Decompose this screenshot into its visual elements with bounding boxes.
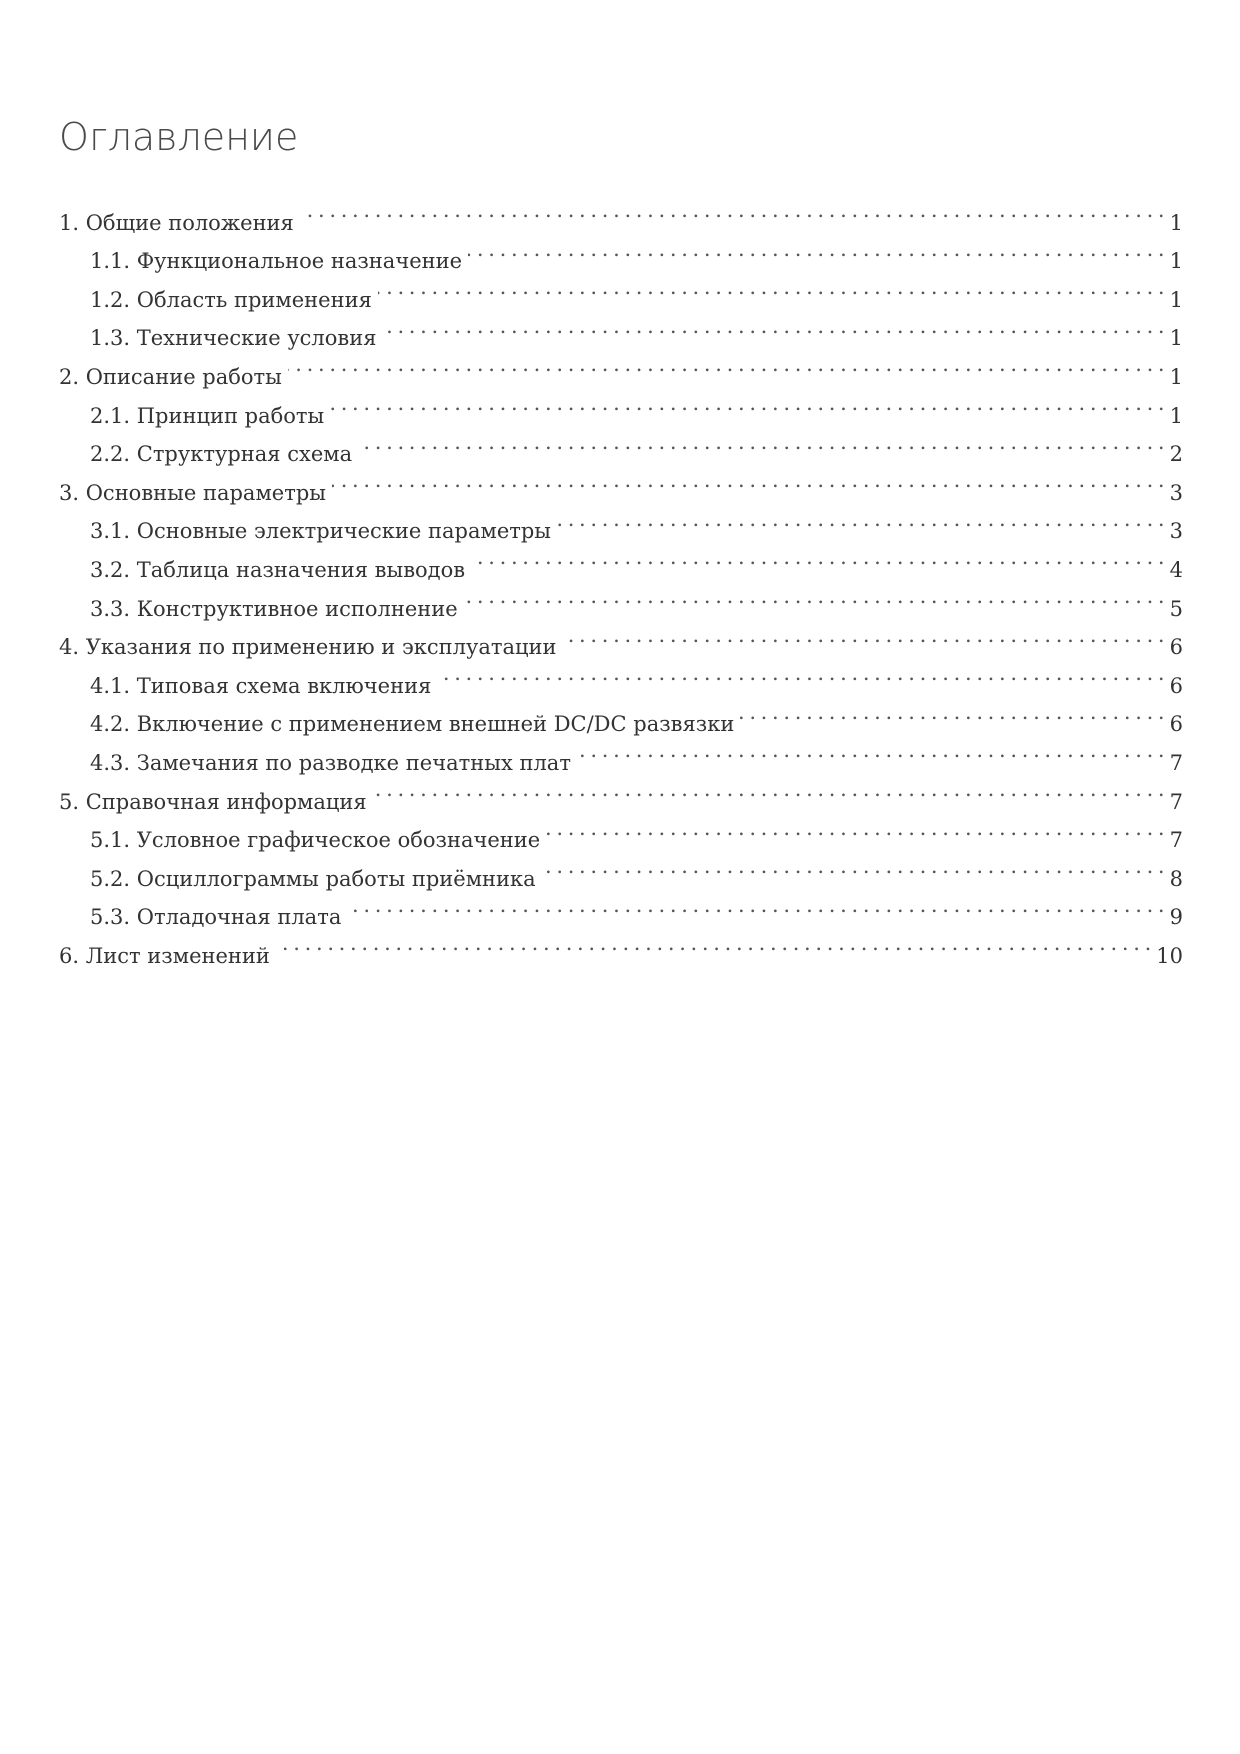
toc-entry-label: 3.2. Таблица назначения выводов	[90, 557, 466, 582]
toc-dot-leader	[437, 654, 1163, 693]
toc-entry-label: 3. Основные параметры	[59, 480, 326, 505]
toc-heading: Оглавление	[59, 115, 299, 159]
toc-entry-page-number: 7	[1169, 789, 1183, 814]
toc-entry-label: 3.1. Основные электрические параметры	[90, 519, 552, 544]
toc-entry-label: 4.3. Замечания по разводке печатных плат	[90, 750, 571, 775]
toc-dot-leader	[546, 809, 1163, 848]
toc-dot-leader	[300, 191, 1164, 230]
toc-entry-page-number: 7	[1169, 750, 1183, 775]
toc-entry-label: 4.2. Включение с применением внешней DC/DC развязки	[90, 712, 735, 737]
toc-entry[interactable]	[59, 191, 1183, 235]
toc-entry-page-number: 10	[1156, 943, 1183, 968]
toc-entry-page-number: 5	[1169, 596, 1183, 621]
toc-dot-leader	[740, 693, 1163, 732]
toc-dot-leader	[542, 847, 1164, 886]
toc-dot-leader	[373, 770, 1164, 809]
toc-entry-label: 6. Лист изменений	[59, 943, 270, 968]
toc-entry-page-number: 9	[1169, 905, 1183, 930]
toc-entry-page-number: 7	[1169, 828, 1183, 853]
toc-entry-label: 4. Указания по применению и эксплуатации	[59, 635, 557, 660]
toc-entry-label: 4.1. Типовая схема включения	[90, 673, 432, 698]
toc-entry-label: 2. Описание работы	[59, 364, 282, 389]
toc-entry-label: 1.3. Технические условия	[90, 326, 377, 351]
toc-dot-leader	[382, 307, 1163, 346]
toc-entry-label: 5.1. Условное графическое обозначение	[90, 828, 541, 853]
toc-entry-page-number: 1	[1169, 364, 1183, 389]
toc-dot-leader	[288, 345, 1164, 384]
toc-entry-label: 2.1. Принцип работы	[90, 403, 325, 428]
toc-dot-leader	[471, 538, 1164, 577]
toc-entry-page-number: 2	[1169, 442, 1183, 467]
toc-entry-page-number: 1	[1169, 210, 1183, 235]
toc-dot-leader	[332, 461, 1164, 500]
toc-entry-page-number: 6	[1169, 673, 1183, 698]
toc-dot-leader	[562, 616, 1163, 655]
toc-dot-leader	[378, 268, 1164, 307]
toc-entry-label: 2.2. Структурная схема	[90, 442, 353, 467]
toc-entry-label: 3.3. Конструктивное исполнение	[90, 596, 458, 621]
toc-entry-page-number: 1	[1169, 287, 1183, 312]
toc-dot-leader	[276, 924, 1150, 963]
toc-dot-leader	[464, 577, 1164, 616]
toc-dot-leader	[358, 423, 1164, 462]
toc-entry-page-number: 1	[1169, 326, 1183, 351]
toc-dot-leader	[330, 384, 1163, 423]
toc-dot-leader	[577, 731, 1164, 770]
toc-entry-label: 5.3. Отладочная плата	[90, 905, 342, 930]
toc-entry-page-number: 1	[1169, 403, 1183, 428]
toc-list	[59, 191, 1183, 968]
toc-dot-leader	[468, 230, 1164, 269]
toc-entry-label: 1. Общие положения	[59, 210, 294, 235]
toc-entry-label: 1.1. Функциональное назначение	[90, 249, 463, 274]
toc-entry-page-number: 6	[1169, 635, 1183, 660]
toc-entry-page-number: 3	[1169, 480, 1183, 505]
toc-dot-leader	[347, 886, 1163, 925]
toc-dot-leader	[557, 500, 1164, 539]
toc-entry-label: 5.2. Осциллограммы работы приёмника	[90, 866, 536, 891]
toc-entry-page-number: 1	[1169, 249, 1183, 274]
toc-entry-label: 1.2. Область применения	[90, 287, 372, 312]
toc-entry-label: 5. Справочная информация	[59, 789, 367, 814]
toc-entry-page-number: 8	[1169, 866, 1183, 891]
toc-entry-page-number: 6	[1169, 712, 1183, 737]
toc-entry-page-number: 3	[1169, 519, 1183, 544]
toc-entry-page-number: 4	[1169, 557, 1183, 582]
